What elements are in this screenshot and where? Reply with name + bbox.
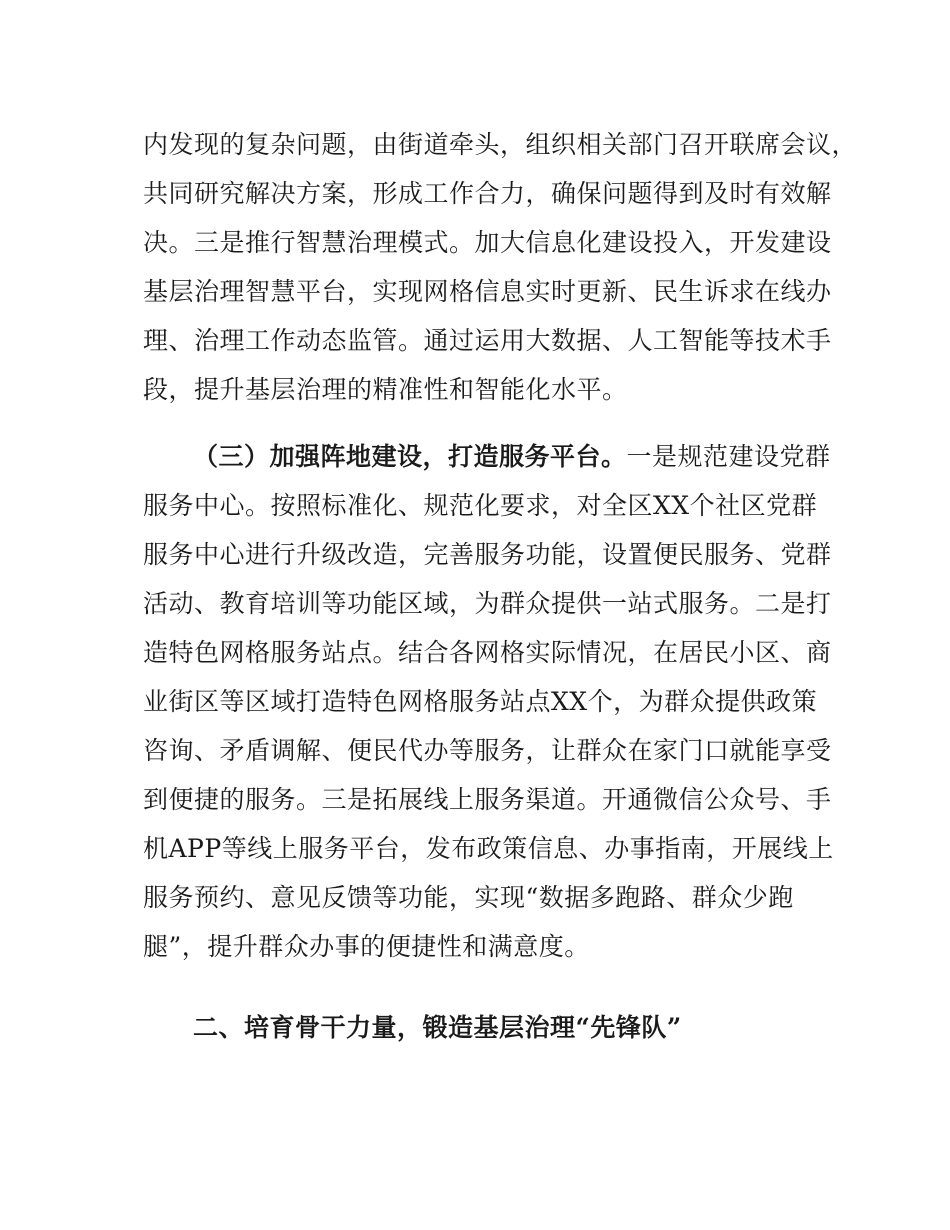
paragraph-service-platform [143, 432, 843, 971]
section-heading-block [143, 1003, 843, 1052]
text-line: 内发现的复杂问题，由街道牵头，组织相关部门召开联席会议， [143, 130, 858, 159]
text-line: 咨询、矛盾调解、便民代办等服务，让群众在家门口就能享受 [143, 736, 832, 765]
text-line-first [143, 432, 843, 481]
text-line: 段，提升基层治理的精准性和智能化水平。 [143, 375, 628, 404]
text-line: 基层治理智慧平台，实现网格信息实时更新、民生诉求在线办 [143, 277, 832, 306]
text-line: 造特色网格服务站点。结合各网格实际情况，在居民小区、商 [143, 638, 832, 667]
text-line: 服务中心进行升级改造，完善服务功能，设置便民服务、党群 [143, 540, 832, 569]
text-line: 服务预约、意见反馈等功能，实现“数据多跑路、群众少跑 [143, 883, 794, 912]
text-line: 业街区等区域打造特色网格服务站点XX个，为群众提供政策 [143, 687, 818, 716]
section-lead-text: 一是规范建设党群 [626, 442, 831, 471]
section-lead-heading: （三）加强阵地建设，打造服务平台。 [193, 442, 627, 471]
section-heading: 二、培育骨干力量，锻造基层治理“先锋队” [193, 1013, 682, 1042]
text-line: 服务中心。按照标准化、规范化要求，对全区XX个社区党群 [143, 491, 818, 520]
text-line: 机APP等线上服务平台，发布政策信息、办事指南，开展线上 [143, 834, 834, 863]
text-line: 共同研究解决方案，形成工作合力，确保问题得到及时有效解 [143, 179, 832, 208]
paragraph-smart-governance [143, 120, 858, 414]
text-line: 腿”，提升群众办事的便捷性和满意度。 [143, 932, 590, 961]
text-line: 理、治理工作动态监管。通过运用大数据、人工智能等技术手 [143, 326, 832, 355]
text-line: 到便捷的服务。三是拓展线上服务渠道。开通微信公众号、手 [143, 785, 832, 814]
text-line: 活动、教育培训等功能区域，为群众提供一站式服务。二是打 [143, 589, 832, 618]
text-line: 决。三是推行智慧治理模式。加大信息化建设投入，开发建设 [143, 228, 832, 257]
